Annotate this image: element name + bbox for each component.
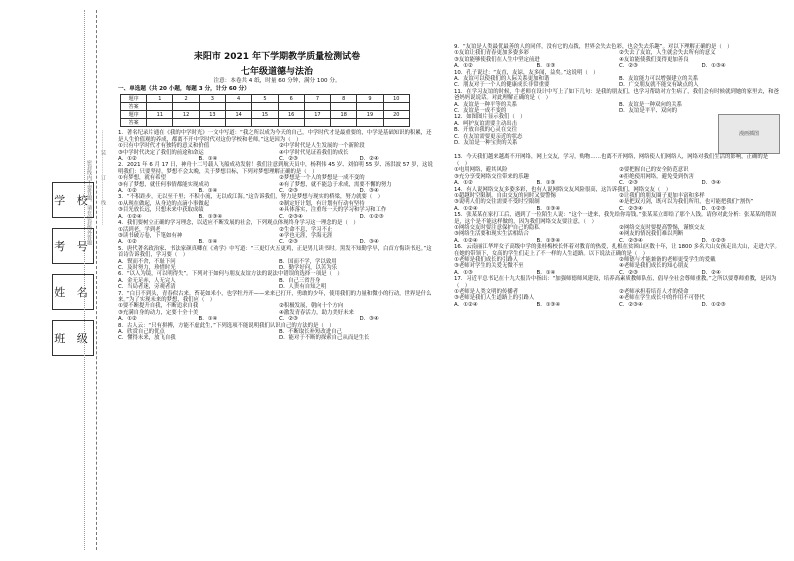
question-item xyxy=(454,154,780,186)
choice[interactable]: D．①②③ xyxy=(701,237,726,244)
option[interactable]: A．金无足赤，人无完人 xyxy=(118,277,176,284)
option[interactable]: ④具体落实，注重每一天的学习和学习和工作 xyxy=(279,207,387,214)
option[interactable]: ④激发青春活力，助力美好未来 xyxy=(279,309,354,316)
choice[interactable]: A．①③ xyxy=(454,269,473,276)
question-text-area xyxy=(454,114,718,154)
binding-margin xyxy=(10,10,110,550)
question-item xyxy=(454,276,780,308)
choice[interactable]: C．②③④ xyxy=(619,301,643,308)
choice-list xyxy=(454,302,780,308)
choice[interactable]: D．③④ xyxy=(359,239,379,246)
choice[interactable]: C．②③ xyxy=(279,239,298,246)
question-item xyxy=(454,244,780,276)
option[interactable]: ①网络交友时要注意保护自己的隐私 xyxy=(454,224,540,231)
option[interactable]: ④学也无涯，学海无涯 xyxy=(279,232,333,239)
option-list xyxy=(454,193,780,206)
question-item xyxy=(454,89,780,115)
option-list xyxy=(454,289,780,302)
option[interactable]: ①超越时空限制，自由交友的同时又要警惕 xyxy=(454,192,556,199)
exam-subject: 七年级道德与法治 xyxy=(240,67,313,77)
choice[interactable]: B．①④ xyxy=(536,269,556,276)
choice[interactable]: B．①④ xyxy=(198,188,218,195)
right-question-list xyxy=(454,44,780,308)
option[interactable]: ④友谊能使我们变得更加善良 xyxy=(619,56,689,63)
option-list xyxy=(454,167,780,180)
option[interactable]: ③友谊能够使我们在人生中坚定前进 xyxy=(454,56,540,63)
option[interactable]: ④中学时代见证着我们的成长 xyxy=(279,149,349,156)
option[interactable]: C．当局者迷，旁观者清 xyxy=(118,284,176,291)
option[interactable]: ①老师是人类文明的传播者 xyxy=(454,289,519,295)
option[interactable]: B．不断取长补短改进自己 xyxy=(279,329,342,335)
option[interactable]: ③说明人们的交往需要不受时空限制 xyxy=(454,199,540,206)
choice[interactable]: A．①②④ xyxy=(454,237,478,244)
question-stem: 8．古人云：“只有拼搏，方能不虚此生，”下列选项不能说明我们认识自己的方法的是（ ） xyxy=(118,322,335,329)
choice[interactable]: C．②③ xyxy=(619,180,638,187)
option[interactable]: D．人贵有自知之明 xyxy=(279,284,327,291)
option[interactable]: D．友谊是平平、双向的 xyxy=(619,108,678,115)
question-item xyxy=(118,246,436,272)
choice[interactable]: B．①③ xyxy=(536,63,556,70)
choice[interactable]: B．①③④ xyxy=(536,237,561,244)
option[interactable]: D．友谊是一种宝贵的关系 xyxy=(454,140,518,147)
option-list xyxy=(454,121,718,147)
option[interactable]: A．友谊可以使我们的人际关系更加和谐 xyxy=(454,76,550,83)
choice[interactable]: C．②③ xyxy=(279,316,298,323)
option[interactable]: A．欣赏自己的优点 xyxy=(118,329,165,335)
option[interactable]: ③老师对学生的关爱无微不至 xyxy=(454,263,524,270)
option[interactable]: ②失去了友谊，人生就会失去所有的意义 xyxy=(619,50,716,57)
option[interactable]: B．国而不学，学以致用 xyxy=(279,258,337,265)
choice[interactable]: A．①② xyxy=(118,188,137,195)
exam-note: 注意：本卷共 4 纸，时量 60 分钟，满分 100 分。 xyxy=(213,78,341,84)
choice[interactable]: C．②③④ xyxy=(619,205,643,212)
option-list xyxy=(454,76,780,89)
name-box: 姓 名 xyxy=(52,274,94,310)
option[interactable]: ②让我们的朋友圈子更加丰富和多样 xyxy=(619,192,705,199)
option[interactable]: B．友谊是一种双向的关系 xyxy=(619,101,682,108)
option[interactable]: ①有梦想，就有希望 xyxy=(118,175,166,182)
option[interactable]: ④网友的情况我们难以判断 xyxy=(619,231,684,238)
question-stem: 1．著名纪录片通在《我的中学时光》一文中写道：“我之所以成为今天的自己，中学时代才是最重要的，中学是基础知识的积累，还是人生价值观的养成，都离不开中学时代对这份学校和老师。”这是因为（ ） xyxy=(118,130,432,143)
school-box: 学 校 xyxy=(52,182,94,218)
choice[interactable]: C．②③ xyxy=(279,156,298,163)
option-list xyxy=(118,175,436,188)
question-stem: 16．云南丽江华坪女子高级中学的张桂梅校长怀着对教育的热爱，扎根在贫困山区数十年，让 1800 多名大山女孩走出大山，走进大学。在她的带领下，女高的学生们走上了不一样的人生道路。以下说法正确的是（ ） xyxy=(454,244,780,257)
option[interactable]: C．及时努力，珍惜时光 xyxy=(118,264,176,271)
left-question-list xyxy=(118,130,436,341)
option[interactable]: C．懂得未来，放飞自我 xyxy=(118,335,176,342)
question-stem: 7．“白日不到头，青春似古来。苔花如米小，也学牡丹开——来来已打开，勇敢的少年，使用我们的力量和微小的行动，世界是什么来。”为了实现未来的梦想，我们应（ ） xyxy=(118,290,432,303)
binding-line-label: …………装…………订…………线………… xyxy=(100,130,106,225)
question-stem: 17．习近平总书记在十九大报告中指出：“加强师德师风建设，培养高素质教师队伍，倡导全社会尊师重教。”之所以要尊师重教，是因为（ ） xyxy=(454,276,777,289)
choice[interactable]: A．①② xyxy=(118,156,137,163)
option[interactable]: ①只有中学时代才有独特的意义和价值 xyxy=(118,143,210,150)
choice[interactable]: A．①② xyxy=(118,239,137,246)
option[interactable]: ②要把握自己的安全防范意识 xyxy=(619,167,689,174)
option-list xyxy=(118,201,436,214)
option[interactable]: ④老师是我们成长的知心朋友 xyxy=(619,263,689,270)
option[interactable]: ④老师在学生成长中的作用不可替代 xyxy=(619,295,705,302)
option[interactable]: ①从现在做起，从身边的点滴小事做起 xyxy=(118,200,210,207)
option-list xyxy=(118,329,436,342)
choice[interactable]: B．①③④ xyxy=(536,301,561,308)
choice[interactable]: C．②③ xyxy=(279,188,298,195)
question-stem: 14．有人说网络交友多姿多彩，也有人说网络交友风险很高，这告诉我们，网络交友（ ） xyxy=(454,186,672,193)
question-item xyxy=(454,70,780,89)
choice[interactable]: D．①②③ xyxy=(701,205,726,212)
choice[interactable]: C．②③④ xyxy=(619,237,643,244)
choice[interactable]: D．③④ xyxy=(701,180,721,187)
question-item xyxy=(118,194,436,220)
choice[interactable]: D．③④ xyxy=(359,316,379,323)
option[interactable]: ②梦想是一个人的梦想是一成不变的 xyxy=(279,175,365,182)
option[interactable]: A．友谊是一种平等的关系 xyxy=(454,101,517,108)
question-stem: 10．孔子说过：“友直，友谅，友多闻，益矣。”这说明（ ） xyxy=(454,69,599,76)
option[interactable]: D．勤学好问，以苦为乐 xyxy=(279,264,338,271)
question-item xyxy=(118,291,436,323)
question-item xyxy=(118,162,436,194)
question-stem: 3．“不积跬步，无以至千里；不积小流，无以成江海。”这告诉我们，努力是梦想与现实的桥梁，努力就要（ ） xyxy=(118,194,384,201)
option[interactable]: ③读书破万卷，下笔如有神 xyxy=(118,232,183,239)
choice[interactable]: B．①③④ xyxy=(536,205,561,212)
option[interactable]: ①老师是我们成长的引路人 xyxy=(454,256,519,263)
option[interactable]: ②老师承担着培育人才的使命 xyxy=(619,289,689,295)
choice[interactable]: B．①③④ xyxy=(198,213,223,220)
option-list xyxy=(118,278,436,291)
exam-number-box: 考 号 xyxy=(52,228,94,264)
option[interactable]: C．友谊是一成不变的 xyxy=(454,108,507,115)
right-column xyxy=(454,44,780,554)
question-stem: 4．我们要树立正确的学习理念，以适应不断发展的社会，下列观点体现终身学习这一理念的是（ ） xyxy=(118,220,359,227)
option[interactable]: B．开放自我的心灵在交往 xyxy=(454,127,517,134)
question-with-image xyxy=(454,114,780,154)
option[interactable]: ③中学时代决定了我们的前途和命运 xyxy=(118,149,204,156)
option-list xyxy=(118,227,436,240)
option[interactable]: ①活到老，学到老 xyxy=(118,226,161,233)
answer-row-numbers-1: 题序 1 2 3 4 5 6 7 8 9 10 xyxy=(121,95,410,103)
option-list xyxy=(118,259,436,272)
option[interactable]: ②生命不息，学习不止 xyxy=(279,226,333,233)
choice[interactable]: D．①③④ xyxy=(701,63,726,70)
choice[interactable]: B．①③ xyxy=(536,180,556,187)
option[interactable]: ④有了梦想，就不能急于求成，需要不懈的努力 xyxy=(279,181,392,188)
option[interactable]: ④拒绝使用网络，避免受到伤害 xyxy=(619,173,694,180)
choice[interactable]: A．①② xyxy=(118,316,137,323)
option[interactable]: ③目光放长远，只想未来中获取成绩 xyxy=(118,207,204,214)
option-list xyxy=(118,143,436,156)
option[interactable]: ③充满自身的动力，定要十全十美 xyxy=(118,309,199,316)
seal-note: 密封线内不要答题，请在密封线外答题 xyxy=(86,160,92,245)
option-list xyxy=(454,225,780,238)
choice[interactable]: C．②③④ xyxy=(279,213,303,220)
option[interactable]: ①友谊让我们青春更加多姿多彩 xyxy=(454,50,529,57)
option[interactable]: ③老师是我们人生道路上的引路人 xyxy=(454,295,535,302)
choice[interactable]: A．①② xyxy=(454,180,473,187)
question-stem: 11．在学习友谊的时候，牛老师在设计中写上了如下几句：是我的朋友们，也学习帮助对方生病了，我们会有时候就到她的家里去，和爸爸妈妈说说话。对此理解正确的是（ ） xyxy=(454,88,779,102)
choice[interactable]: D．③④ xyxy=(359,188,379,195)
option[interactable]: A．呵护友谊需要主动出击 xyxy=(454,120,517,127)
option[interactable]: ③网络生活要和现实生活相结合 xyxy=(454,231,529,238)
question-stem: 15．张某某在家打工后，遇到了一位陌生人说：“这个一进来，我先给你寄钱。”张某某立即给了那个人钱。请你对此分析：张某某的错误是，这个是不能这样做的，因为我们网络交友要注意，（ ） xyxy=(454,212,777,225)
option-list xyxy=(454,257,780,270)
question-item xyxy=(118,220,436,246)
question-item xyxy=(454,44,780,70)
option[interactable]: ①电用网络，避其风险 xyxy=(454,167,508,174)
option[interactable]: C．朋友对于一个人的健康成长非常重要 xyxy=(454,82,550,89)
exam-title: 耒阳市 2021 年下学期教学质量检测试卷 xyxy=(193,52,361,62)
answer-row-numbers-2: 题序 11 12 13 14 15 16 17 18 19 20 xyxy=(121,111,410,119)
question-stem: 13．今天我们越来越离不开网络，网上交友，学习，购物……也离不开网络，网络使人们网络人，网络对我们生活的影响，正确的是（ ） xyxy=(454,154,769,167)
option[interactable]: A．锲而不舍，不耻下问 xyxy=(118,258,176,265)
binding-line-inner xyxy=(84,10,85,550)
question-item xyxy=(118,130,436,162)
choice[interactable]: D．②④ xyxy=(359,156,379,163)
choice[interactable]: B．①④ xyxy=(198,316,218,323)
option[interactable]: ②积极发展，朝向十个方向 xyxy=(279,303,344,310)
section-title: 一、单选题（共 20 小题，每题 3 分，计分 60 分） xyxy=(118,86,250,92)
question-stem: 6．“以人为镜，可以明得失”。下列对于如何与朋友友谊方法的说法中错误的选择一项是（ ） xyxy=(118,271,343,278)
question-stem: 9．“友谊是人类最优最善的人的同伴，没有它的点拨，世界会失去色彩，也会失去乐趣”。对以下理解正确的是（ ） xyxy=(454,44,733,50)
option[interactable]: ②制定好计划，有计划有行动有坚持 xyxy=(279,200,365,207)
option[interactable]: ③有了梦想，就任何事情都能实现成功 xyxy=(118,181,210,188)
option-list xyxy=(118,303,436,316)
answer-row-blank-1[interactable]: 答案 xyxy=(121,103,410,111)
question-item xyxy=(454,212,780,244)
choice[interactable]: D．①②③ xyxy=(701,301,726,308)
option[interactable]: C．在友谊需要更亲近的状态 xyxy=(454,133,523,140)
option[interactable]: ②师德与才能兼备的老师更受学生的爱戴 xyxy=(619,256,716,263)
option[interactable]: ②网络交友时要提高警惕，谨慎交友 xyxy=(619,224,705,231)
question-stem: 12．如图图片显示我们（ ） xyxy=(454,114,526,121)
choice[interactable]: A．①②④ xyxy=(454,205,478,212)
choice[interactable]: A．①② xyxy=(454,63,473,70)
answer-table xyxy=(120,94,410,127)
choice[interactable]: C．②③ xyxy=(619,269,638,276)
option[interactable]: B．友谊能力可以增强建立的关系 xyxy=(619,76,699,83)
answer-row-blank-2[interactable]: 答案 xyxy=(121,119,410,127)
question-stem: 2．2021 年 6 月 17 日，神舟十二号载人飞船成功发射！我们注意到航天员中，杨利伟 45 岁、刘伯明 55 岁、汤洪波 57 岁，这说明我们：只要坚持，梦想不会太晚，关于梦想目标，下列对梦想理解正确的是（ ） xyxy=(118,162,433,175)
choice[interactable]: B．①④ xyxy=(198,239,218,246)
class-box: 班 级 xyxy=(52,320,94,356)
option[interactable]: ④是把双刃剑，既可以为我们所用，也可能把我们“割伤” xyxy=(619,199,754,206)
choice[interactable]: C．②③ xyxy=(619,63,638,70)
option-list xyxy=(454,102,780,115)
choice[interactable]: B．①④ xyxy=(198,156,218,163)
choice[interactable]: A．①②④ xyxy=(118,213,142,220)
left-column xyxy=(118,52,436,552)
question-item xyxy=(118,323,436,342)
question-item xyxy=(454,114,780,154)
option[interactable]: D．广交朋友就不能交有缺点的人 xyxy=(619,82,699,89)
binding-line-outer xyxy=(96,10,97,550)
choice[interactable]: D．②④ xyxy=(701,269,721,276)
option[interactable]: ③充分享受网络交往带来的乐趣 xyxy=(454,173,529,180)
option[interactable]: ①要不断提升自我，不断追求自我 xyxy=(118,303,199,310)
question-stem: 5．唐代著名政治家、书法家颜真卿在《劝学》中写道：“三更灯火五更鸡，正是男儿读书时。黑发不知勤学早，白首方悔读书迟。”这首诗告诉我们，学习要（ ） xyxy=(118,245,432,259)
option-list xyxy=(454,50,780,63)
question-item xyxy=(454,187,780,213)
option[interactable]: B．自己三省吾身 xyxy=(279,277,321,284)
choice[interactable]: A．①②④ xyxy=(454,301,478,308)
option[interactable]: ②中学时代是人生发展的一个新阶段 xyxy=(279,143,365,150)
choice[interactable]: D．①②③ xyxy=(359,213,384,220)
question-item xyxy=(118,271,436,290)
question-illustration: 漫画插图 xyxy=(718,114,780,154)
option[interactable]: D．能对于不断的探索自己从而是生长 xyxy=(279,335,370,342)
